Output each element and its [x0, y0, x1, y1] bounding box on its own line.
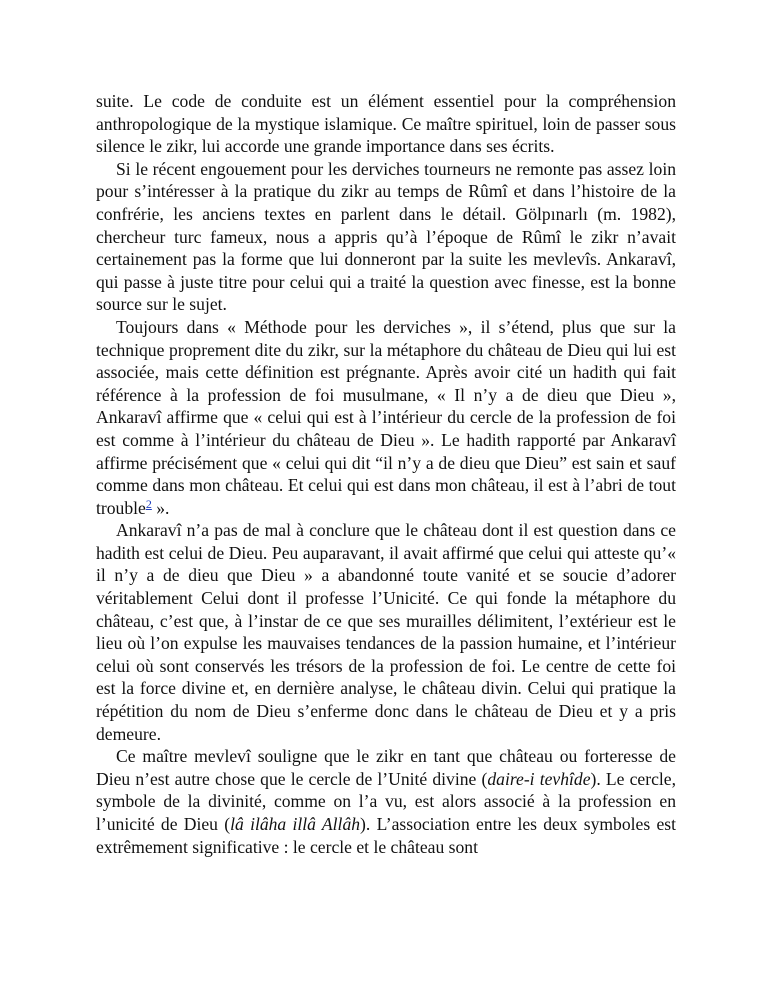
paragraph-3 [96, 316, 676, 519]
paragraph-2 [96, 158, 676, 316]
footnote-link-2[interactable]: 2 [145, 496, 152, 511]
paragraph-1-text: suite. Le code de conduite est un élément essentiel pour la compréhension anthropologique de la mystique islamique. Ce maître spirituel, loin de passer sous silence le zikr, lui accorde une grande importance dans ses écrits. [96, 91, 676, 157]
paragraph-5-text-a: Ce maître mevlevî souligne que le zikr en tant que château ou forteresse de Dieu n’est autre chose que le cercle de l’Unité divine ( [96, 746, 676, 789]
paragraph-5-text-b: ). Le cercle, symbole de la divinité, comme on l’a vu, est alors associé à la profession en l’unicité de Dieu ( [96, 768, 676, 834]
paragraph-3-text: Toujours dans « Méthode pour les derviches », il s’étend, plus que sur la technique proprement dite du zikr, sur la métaphore du château de Dieu qui lui est associée, mais cette définition est prégnante. Après avoir cité un hadith qui fait référence à la profession de foi musulmane, « Il n’y a de dieu que Dieu », Ankaravî affirme que « celui qui est à l’intérieur du cercle de la profession de foi est comme à l’intérieur du château de Dieu ». Le hadith rapporté par Ankaravî affirme précisément que « celui qui dit “il n’y a de dieu que Dieu” est sain et sauf comme dans mon château. Et celui qui est dans mon château, il est à l’abri de tout trouble [96, 316, 676, 518]
paragraph-1 [96, 90, 676, 158]
paragraph-3-end: ». [151, 497, 170, 518]
document-page [96, 90, 676, 858]
italic-term-shahada: lâ ilâha illâ Allâh [230, 814, 361, 834]
paragraph-4 [96, 519, 676, 745]
italic-term-daire: daire-i tevhîde [487, 768, 591, 789]
paragraph-5-text-c: ). L’association entre les deux symboles est extrêmement significative : le cercle et le château sont [96, 814, 677, 857]
paragraph-4-text: Ankaravî n’a pas de mal à conclure que le château dont il est question dans ce hadith est celui de Dieu. Peu auparavant, il avait affirmé que celui qui atteste qu’« il n’y a de dieu que Dieu » a abandonné toute vanité et se soucie d’adorer véritablement Celui dont il professe l’Unicité. Ce qui fonde la métaphore du château, c’est que, à l’instar de ce que ses murailles délimitent, l’extérieur est le lieu où l’on expulse les mauvaises tendances de la passion humaine, et l’intérieur celui où sont conservés les trésors de la profession de foi. Le centre de cette foi est la force divine et, en dernière analyse, le château divin. Celui qui pratique la répétition du nom de Dieu s’enferme donc dans le château de Dieu et y a pris demeure. [96, 520, 676, 744]
paragraph-2-text: Si le récent engouement pour les derviches tourneurs ne remonte pas assez loin pour s’intéresser à la pratique du zikr au temps de Rûmî et dans l’histoire de la confrérie, les anciens textes en parlent dans le détail. Gölpınarlı (m. 1982), chercheur turc fameux, nous a appris qu’à l’époque de Rûmî le zikr n’avait certainement pas la forme que lui donneront par la suite les mevlevîs. Ankaravî, qui passe à juste titre pour celui qui a traité la question avec finesse, est la bonne source sur le sujet. [96, 158, 676, 315]
paragraph-5 [96, 745, 676, 858]
